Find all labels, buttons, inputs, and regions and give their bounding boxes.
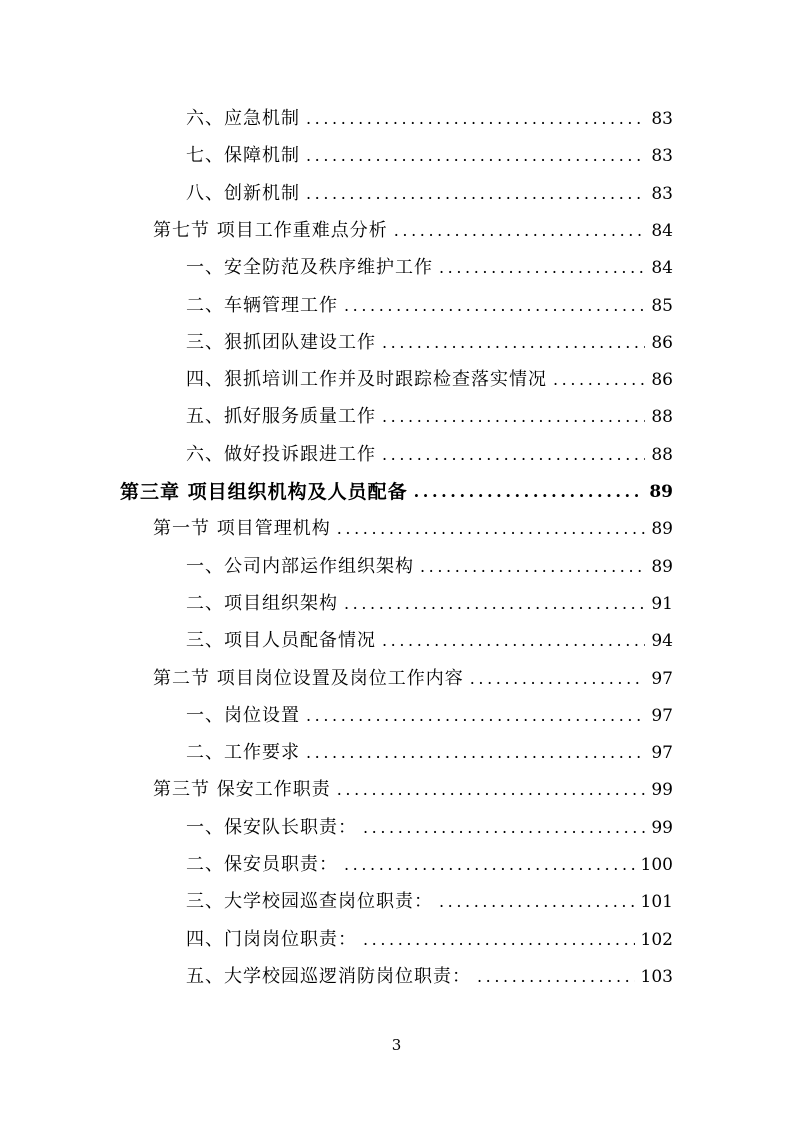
toc-entry[interactable]	[186, 585, 673, 615]
toc-entry[interactable]	[186, 324, 673, 354]
toc-entry[interactable]	[186, 287, 673, 317]
toc-entry[interactable]	[186, 846, 673, 876]
toc-dot-leader	[306, 183, 645, 205]
toc-dot-leader	[477, 966, 635, 988]
toc-entry-page: 99	[651, 817, 673, 838]
toc-entry-page: 101	[640, 892, 673, 913]
toc-dot-leader	[344, 295, 645, 317]
toc-entry-title: 二、车辆管理工作	[186, 294, 338, 316]
toc-entry-page: 97	[651, 668, 673, 689]
toc-entry-page: 84	[651, 258, 673, 279]
toc-entry-page: 91	[651, 593, 673, 614]
toc-entry-title: 一、保安队长职责：	[186, 816, 357, 838]
toc-dot-leader	[394, 220, 646, 242]
toc-dot-leader	[414, 481, 644, 503]
toc-entry-page: 89	[651, 556, 673, 577]
toc-dot-leader	[306, 108, 645, 130]
toc-entry-page: 83	[651, 109, 673, 129]
page-number: 3	[391, 1036, 402, 1054]
toc-entry[interactable]	[153, 510, 673, 540]
toc-dot-leader	[382, 332, 645, 354]
toc-entry-title: 五、大学校园巡逻消防岗位职责：	[186, 965, 471, 987]
toc-entry[interactable]	[186, 361, 673, 391]
toc-entry-page: 89	[649, 482, 673, 502]
toc-dot-leader	[382, 406, 645, 428]
toc-entry-title: 一、岗位设置	[186, 704, 300, 726]
toc-entry[interactable]	[153, 660, 673, 690]
toc-entry-page: 97	[651, 743, 673, 764]
toc-entry-page: 83	[651, 183, 673, 204]
toc-entry-page: 100	[640, 855, 673, 875]
toc-entry-page: 86	[651, 332, 673, 353]
toc-dot-leader	[382, 630, 645, 652]
toc-dot-leader	[363, 817, 645, 839]
toc-entry-page: 88	[651, 444, 673, 465]
toc-entry[interactable]	[186, 921, 673, 951]
toc-entry-page: 84	[651, 220, 673, 241]
toc-entry[interactable]	[186, 548, 673, 578]
toc-entry-title: 第七节 项目工作重难点分析	[153, 219, 388, 241]
toc-entry-title: 五、抓好服务质量工作	[186, 406, 376, 428]
toc-entry-page: 103	[640, 966, 673, 987]
toc-entry-title: 第三章 项目组织机构及人员配备	[120, 481, 408, 503]
toc-entry-title: 六、做好投诉跟进工作	[186, 443, 376, 465]
toc-entry[interactable]	[153, 212, 673, 242]
toc-entry-page: 88	[651, 407, 673, 428]
toc-entry-title: 八、创新机制	[186, 182, 300, 204]
toc-entry-page: 89	[651, 519, 673, 540]
toc-dot-leader	[363, 929, 635, 951]
toc-entry-title: 一、安全防范及秩序维护工作	[186, 257, 433, 279]
toc-entry-page: 83	[651, 146, 673, 167]
toc-entry[interactable]	[186, 137, 673, 167]
toc-entry-title: 四、门岗岗位职责：	[186, 928, 357, 950]
toc-dot-leader	[306, 705, 645, 727]
toc-dot-leader	[306, 145, 645, 167]
toc-entry-title: 一、公司内部运作组织架构	[186, 555, 414, 577]
toc-entry[interactable]	[186, 398, 673, 428]
toc-entry[interactable]	[153, 771, 673, 801]
toc-entry-title: 三、狠抓团队建设工作	[186, 331, 376, 353]
toc-entry[interactable]	[186, 175, 673, 205]
toc-entry-title: 六、应急机制	[186, 108, 300, 129]
toc-entry[interactable]	[186, 100, 673, 130]
toc-dot-leader	[553, 369, 645, 391]
toc-dot-leader	[344, 854, 635, 876]
toc-entry[interactable]	[186, 436, 673, 466]
toc-entry[interactable]	[186, 809, 673, 839]
toc-entry-title: 二、项目组织架构	[186, 592, 338, 614]
toc-dot-leader	[439, 257, 645, 279]
toc-dot-leader	[439, 891, 635, 913]
toc-entry-title: 第一节 项目管理机构	[153, 518, 331, 540]
toc-entry-title: 三、大学校园巡查岗位职责：	[186, 891, 433, 913]
toc-entry[interactable]	[186, 734, 673, 764]
toc-entry-page: 85	[651, 295, 673, 316]
toc-entry-title: 第三节 保安工作职责	[153, 779, 331, 801]
toc-entry-title: 四、狠抓培训工作并及时跟踪检查落实情况	[186, 369, 547, 391]
toc-entry[interactable]	[186, 622, 673, 652]
toc-entry-title: 三、项目人员配备情况	[186, 630, 376, 652]
toc-entry[interactable]	[186, 958, 673, 988]
toc-entry-page: 86	[651, 370, 673, 391]
toc-dot-leader	[344, 593, 645, 615]
toc-entry-title: 二、保安员职责：	[186, 854, 338, 875]
toc-entry-page: 94	[651, 631, 673, 652]
toc-dot-leader	[337, 518, 646, 540]
toc-entry-title: 第二节 项目岗位设置及岗位工作内容	[153, 667, 464, 689]
toc-entry-title: 二、工作要求	[186, 742, 300, 764]
toc-entry-page: 97	[651, 705, 673, 726]
toc-dot-leader	[382, 444, 645, 466]
toc-entry-page: 99	[651, 780, 673, 801]
toc-chapter-entry[interactable]	[120, 473, 673, 503]
toc-entry[interactable]	[186, 249, 673, 279]
toc-dot-leader	[420, 556, 645, 578]
toc-entry-title: 七、保障机制	[186, 145, 300, 167]
toc-entry[interactable]	[186, 697, 673, 727]
toc-dot-leader	[306, 742, 645, 764]
toc-dot-leader	[470, 668, 646, 690]
toc-entry-page: 102	[640, 929, 673, 950]
toc-entry[interactable]	[186, 883, 673, 913]
toc-dot-leader	[337, 779, 646, 801]
